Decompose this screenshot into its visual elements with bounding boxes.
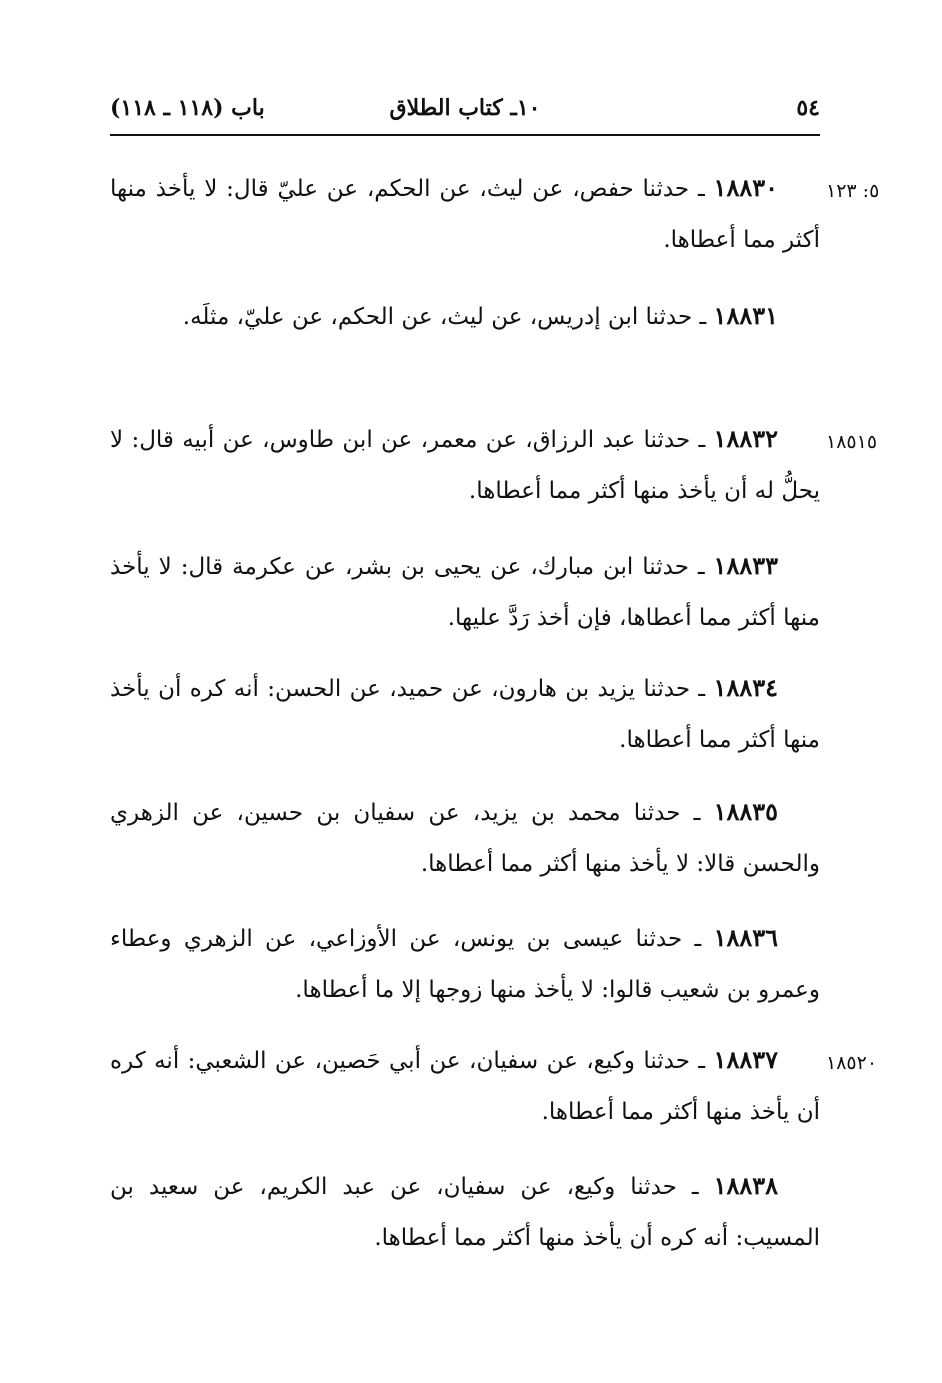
hadith-number: ١٨٨٣٨ [713,1171,779,1200]
hadith-text: ـ حدثنا وكيع، عن سفيان، عن عبد الكريم، عن سعيد بن المسيب: أنه كره أن يأخذ منها أكثر مما أعطاها. [110,1174,820,1251]
hadith-number: ١٨٨٣٥ [713,797,779,826]
hadith-text: ـ حدثنا محمد بن يزيد، عن سفيان بن حسين، عن الزهري والحسن قالا: لا يأخذ منها أكثر مما أعطاها. [110,800,820,877]
hadith-entry [110,912,820,1016]
hadith-text: ـ حدثنا عيسى بن يونس، عن الأوزاعي، عن الزهري وعطاء وعمرو بن شعيب قالوا: لا يأخذ منها زوجها إلا ما أعطاها. [110,926,820,1003]
hadith-entry [110,786,820,890]
hadith-entry [110,290,820,343]
margin-reference: ٥: ١٢٣ [826,180,880,202]
chapter-title: باب (١١٨ ـ ١١٨) [110,95,265,121]
hadith-text: ـ حدثنا ابن إدريس، عن ليث، عن الحكم، عن عليّ، مثلَه. [182,304,707,330]
hadith-text: ـ حدثنا يزيد بن هارون، عن حميد، عن الحسن: أنه كره أن يأخذ منها أكثر مما أعطاها. [110,676,820,753]
hadith-entry [110,413,820,517]
hadith-number: ١٨٨٣٢ [713,424,778,453]
hadith-entry [110,540,820,644]
book-title: ١٠ـ كتاب الطلاق [389,95,541,121]
hadith-number: ١٨٨٣٠ [713,173,778,202]
hadith-number: ١٨٨٣٦ [713,923,779,952]
hadith-entry [110,1160,820,1264]
margin-reference: ١٨٥١٥ [826,431,878,453]
header-rule [110,134,820,136]
margin-reference: ١٨٥٢٠ [826,1052,878,1074]
hadith-text: ـ حدثنا وكيع، عن سفيان، عن أبي حَصين، عن الشعبي: أنه كره أن يأخذ منها أكثر مما أعطاها. [110,1048,820,1125]
hadith-text: ـ حدثنا حفص، عن ليث، عن الحكم، عن عليّ قال: لا يأخذ منها أكثر مما أعطاها. [110,176,820,253]
running-header [110,92,820,132]
hadith-entry [110,162,820,266]
page-number: ٥٤ [796,95,820,121]
hadith-text: ـ حدثنا ابن مبارك، عن يحيى بن بشر، عن عكرمة قال: لا يأخذ منها أكثر مما أعطاها، فإن أخذ رَدَّ عليها. [110,554,820,631]
hadith-number: ١٨٨٣٤ [713,673,778,702]
hadith-number: ١٨٨٣١ [713,301,778,330]
hadith-text: ـ حدثنا عبد الرزاق، عن معمر، عن ابن طاوس، عن أبيه قال: لا يحلُّ له أن يأخذ منها أكثر مما أعطاها. [110,427,820,504]
hadith-number: ١٨٨٣٣ [713,551,778,580]
hadith-entry [110,1034,820,1138]
hadith-entry [110,662,820,766]
hadith-number: ١٨٨٣٧ [713,1045,778,1074]
